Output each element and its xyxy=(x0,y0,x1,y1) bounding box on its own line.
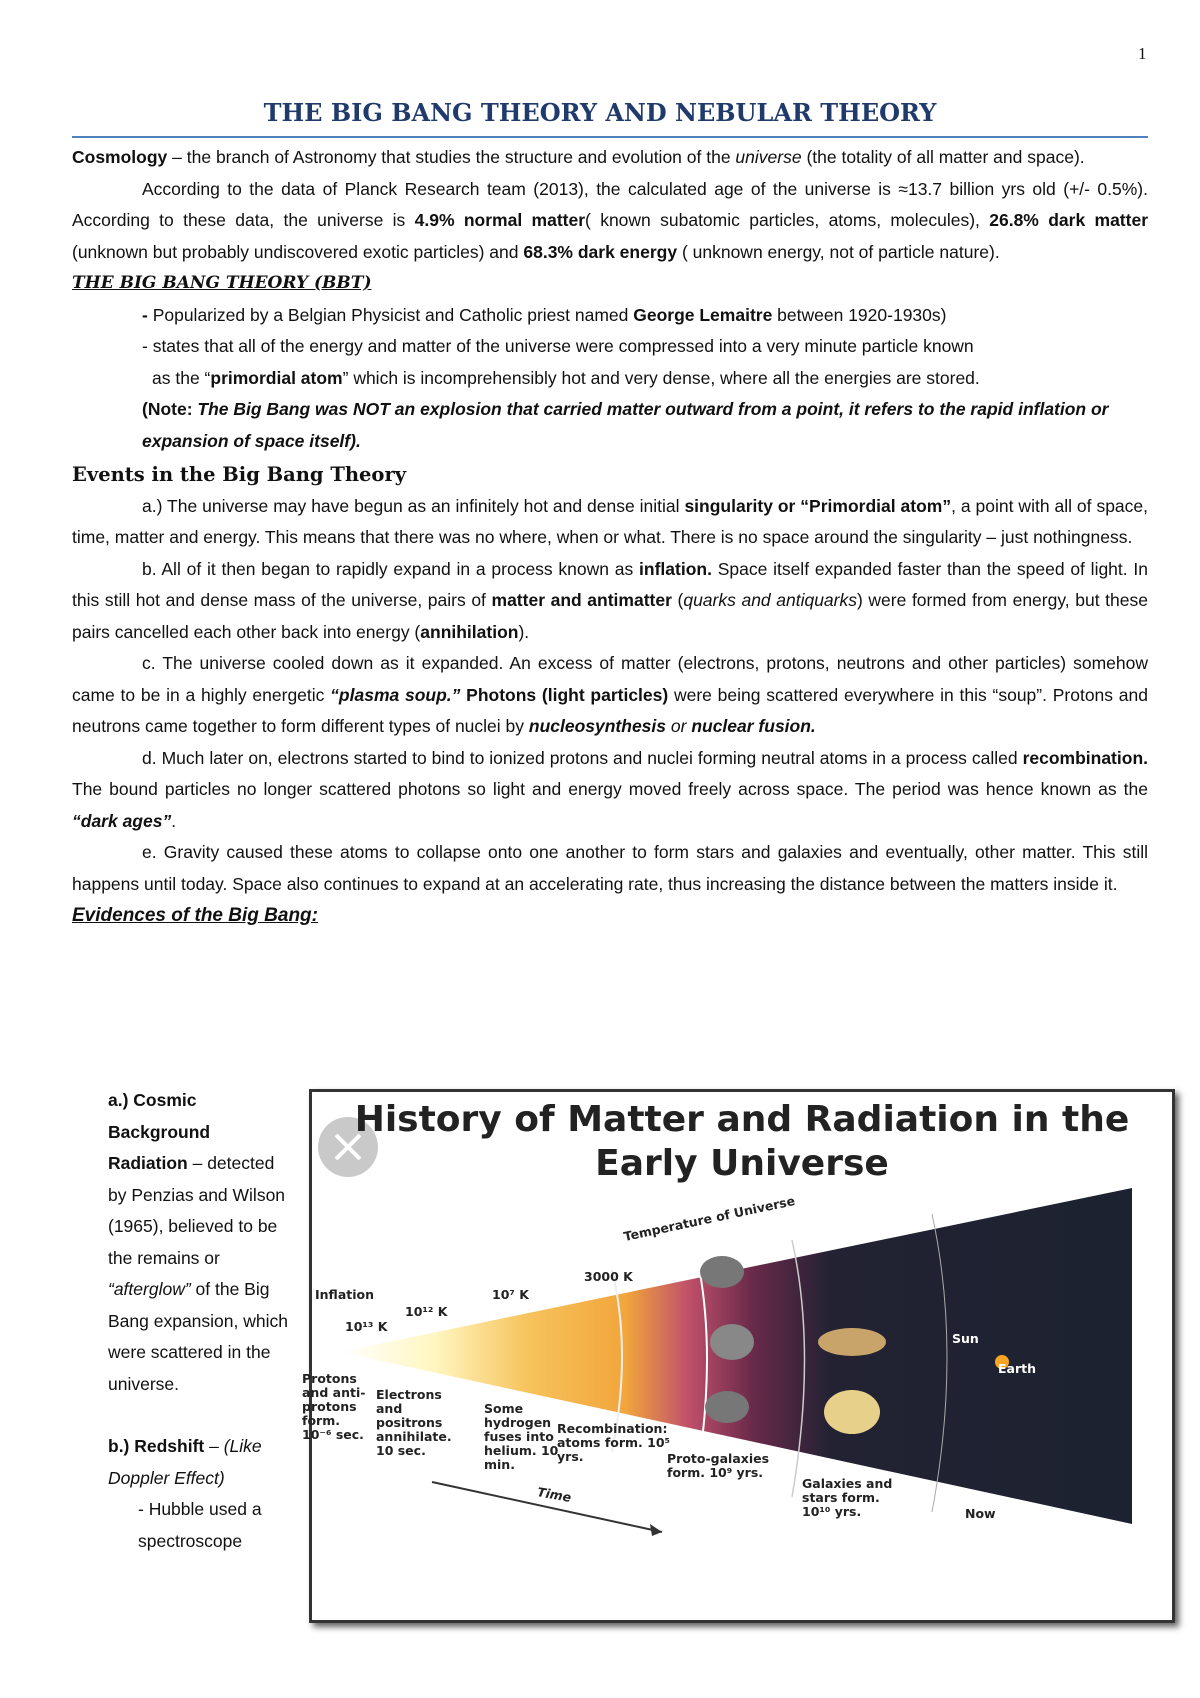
dark-matter: 26.8% dark matter xyxy=(989,210,1148,230)
evidence-a xyxy=(108,1085,288,1400)
evidence-a-text-2: of the Big Bang expansion, which were scattered in the universe. xyxy=(108,1279,288,1394)
event-b-text-3: ( xyxy=(671,590,684,610)
planck-text-4: ( unknown energy, not of particle nature). xyxy=(677,241,1000,262)
page-number: 1 xyxy=(1138,44,1147,63)
bbt-note xyxy=(72,394,1148,457)
planck-text-3: (unknown but probably undiscovered exotic particles) and xyxy=(72,241,524,262)
bbt-line3-text: as the “ xyxy=(152,367,211,388)
event-c xyxy=(72,648,1148,743)
note-label: (Note: xyxy=(142,399,198,419)
protogalaxies-label: Proto-galaxies form. 10⁹ yrs. xyxy=(667,1451,770,1480)
temp-1013k: 10¹³ K xyxy=(345,1319,388,1334)
event-a-text-2: , a point with all of space, time, matter and energy. This means that there was no where, when or what. There is no space around the singularity – just nothingness. xyxy=(72,495,1149,547)
recombination-label: Recombination: atoms form. 10⁵ yrs. xyxy=(557,1421,671,1464)
note-text: The Big Bang was NOT an explosion that carried matter outward from a point, it refers to the rapid inflation or expansion of space itself). xyxy=(142,399,1109,451)
temp-3k: 3 K xyxy=(942,1185,965,1200)
doppler-note: – (Like Doppler Effect) xyxy=(108,1436,262,1488)
plasma-soup-term: “plasma soup.” xyxy=(330,684,461,705)
event-b-text: b. All of it then began to rapidly expand in a process known as xyxy=(142,558,640,579)
inflation-term: inflation. xyxy=(639,558,712,579)
spacer xyxy=(108,1400,288,1431)
event-b-text-5: ). xyxy=(518,621,530,642)
bbt-line-1 xyxy=(72,300,1148,332)
nuclear-fusion-term: nuclear fusion. xyxy=(691,716,816,736)
cosmology-definition xyxy=(72,142,1148,174)
nucleosynthesis-term: nucleosynthesis xyxy=(528,716,667,736)
figure-title: History of Matter and Radiation in the Early Universe xyxy=(354,1099,1130,1184)
evidence-a-head: a.) Cosmic Background Radiation xyxy=(108,1090,211,1173)
recombination-term: recombination. xyxy=(1022,747,1148,768)
event-c-or: or xyxy=(666,716,692,736)
event-c-text: c. The universe cooled down as it expanded. An excess of matter (electrons, protons, neutrons and other particles) somehow came to be in a highly energetic xyxy=(72,653,1148,705)
event-d xyxy=(72,743,1148,838)
bbt-dash: - xyxy=(142,304,148,325)
earth-label: Earth xyxy=(998,1361,1037,1376)
evidence-a-text: – detected by Penzias and Wilson (1965), believed to be the remains or xyxy=(108,1153,286,1268)
temp-3000k: 3000 K xyxy=(584,1269,633,1284)
galaxies-label: Galaxies and stars form. 10¹⁰ yrs. xyxy=(802,1476,893,1519)
event-d-text: d. Much later on, electrons started to bind to ionized protons and nuclei forming neutral atoms in a process called xyxy=(142,747,1023,768)
bbt-heading: THE BIG BANG THEORY (BBT) xyxy=(72,273,372,293)
normal-matter: 4.9% normal matter xyxy=(414,210,586,230)
dark-energy: 68.3% dark energy xyxy=(523,241,678,262)
quarks-term: quarks and antiquarks xyxy=(683,590,857,610)
document-title: THE BIG BANG THEORY AND NEBULAR THEORY xyxy=(263,98,937,127)
planck-text: According to the data of Planck Research team (2013), the calculated age of the universe is ≈13.7 billion yrs old (+/- 0.5%). According to these data, the universe is xyxy=(72,178,1148,230)
sun-label: Sun xyxy=(952,1331,979,1346)
cosmology-term: Cosmology xyxy=(72,147,168,167)
evidence-b-text-1: - Hubble used a spectroscope xyxy=(138,1499,262,1551)
planck-paragraph xyxy=(72,174,1148,269)
hydrogen-label: Some hydrogen fuses into helium. 10 min. xyxy=(484,1401,559,1472)
primordial-atom-term: primordial atom xyxy=(210,367,343,388)
bbt-line3-end: ” which is incomprehensibly hot and very dense, where all the energies are stored. xyxy=(342,367,980,388)
temp-107k: 10⁷ K xyxy=(492,1287,529,1302)
bbt-line1-text: Popularized by a Belgian Physicist and Catholic priest named xyxy=(147,304,634,325)
time-label: Time xyxy=(536,1484,573,1505)
bbt-line-2: - states that all of the energy and matter of the universe were compressed into a very minute particle known xyxy=(142,336,974,356)
afterglow-term: “afterglow” xyxy=(108,1279,191,1299)
event-d-text-3: . xyxy=(171,810,177,831)
event-b-text-2: Space itself expanded faster than the speed of light. In this still hot and dense mass of the universe, pairs of xyxy=(72,558,1148,610)
evidence-b-head: b.) Redshift xyxy=(108,1436,205,1456)
universe-term: universe xyxy=(735,147,802,167)
annihilation-term: annihilation xyxy=(420,621,519,642)
event-c-text-2: were being scattered everywhere in this “soup”. Protons and neutrons came together to form different types of nuclei by xyxy=(72,684,1148,736)
universe-history-figure xyxy=(302,1089,1175,1623)
temp-1012k: 10¹² K xyxy=(405,1304,448,1319)
dark-ages-term: “dark ages” xyxy=(72,810,172,831)
temperature-label: Temperature of Universe xyxy=(622,1193,797,1245)
document-body xyxy=(72,142,1148,932)
bbt-line-3 xyxy=(72,363,1148,395)
event-e: e. Gravity caused these atoms to collapse onto one another to form stars and galaxies and eventually, other matter. This still happens until today. Space also continues to expand at an accelerating rate, thus increasing the distance between the matters inside it. xyxy=(72,842,1148,894)
lemaitre-name: George Lemaitre xyxy=(633,304,773,325)
planck-text-2: ( known subatomic particles, atoms, molecules), xyxy=(585,210,990,230)
event-b xyxy=(72,554,1148,649)
inflation-label: Inflation xyxy=(315,1287,374,1302)
electrons-label: Electrons and positrons annihilate. 10 sec. xyxy=(376,1387,452,1458)
event-b-text-4: ) were formed from energy, but these pairs cancelled each other back into energy ( xyxy=(72,590,1148,642)
matter-antimatter-term: matter and antimatter xyxy=(491,590,672,610)
event-a-text: a.) The universe may have begun as an infinitely hot and dense initial xyxy=(142,495,685,516)
event-a xyxy=(72,491,1148,554)
cosmology-def-text-end: (the totality of all matter and space). xyxy=(801,147,1085,167)
event-a-bold: singularity or “Primordial atom” xyxy=(684,495,952,516)
title-rule xyxy=(72,136,1148,138)
evidence-b xyxy=(108,1431,288,1494)
cosmology-def-text: – the branch of Astronomy that studies the structure and evolution of the xyxy=(167,147,736,167)
event-d-text-2: The bound particles no longer scattered photons so light and energy moved freely across space. The period was hence known as the xyxy=(72,779,1148,799)
bbt-line1-end: between 1920-1930s) xyxy=(772,304,947,325)
photons-term: Photons (light particles) xyxy=(460,684,669,705)
evidences-heading: Evidences of the Big Bang: xyxy=(72,905,318,926)
evidences-column xyxy=(108,1085,288,1557)
events-heading: Events in the Big Bang Theory xyxy=(72,463,407,486)
protons-label: Protons and anti-protons form. 10⁻⁶ sec. xyxy=(302,1371,366,1442)
now-label: Now xyxy=(965,1506,996,1521)
